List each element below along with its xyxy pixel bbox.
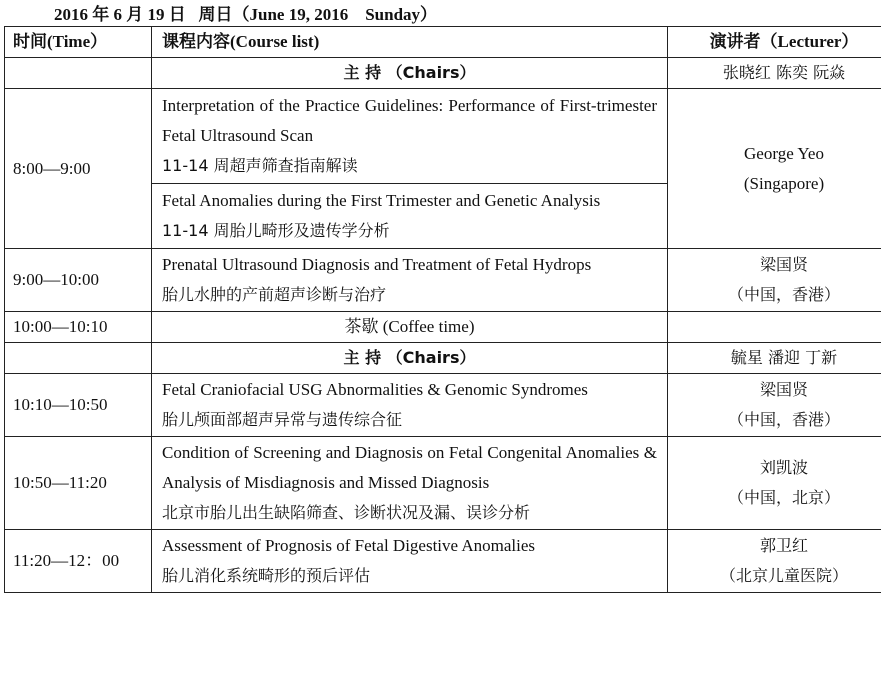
chairs-row-1 <box>5 58 881 89</box>
lecturer-cell <box>668 89 881 249</box>
lecturer-org: (Singapore) <box>743 173 825 193</box>
lecturer-cell <box>668 437 881 530</box>
lecturer-name: 梁国贤 <box>759 380 808 399</box>
course-title-cn: 11-14 周超声筛查指南解读 <box>162 156 358 175</box>
lecturer-org: （北京儿童医院） <box>719 566 848 585</box>
session-time: 10:50—11:20 <box>5 437 152 530</box>
session-time: 10:10—10:50 <box>5 374 152 437</box>
session-time: 11:20—12：00 <box>5 530 152 593</box>
chairs-label: 主 持 （Chairs） <box>152 58 668 89</box>
course-cell <box>152 89 668 184</box>
lecturer-name: 郭卫红 <box>759 536 808 555</box>
session-time: 8:00—9:00 <box>5 89 152 249</box>
break-time: 10:00—10:10 <box>5 312 152 343</box>
lecturer-name: George Yeo <box>744 143 824 163</box>
session-row-1a <box>5 89 881 184</box>
lecturer-org: （中国，香港） <box>727 285 840 304</box>
break-lecturer-empty <box>668 312 881 343</box>
course-cell <box>152 184 668 249</box>
chairs-label: 主 持 （Chairs） <box>152 343 668 374</box>
course-title-cn: 北京市胎儿出生缺陷筛查、诊断状况及漏、误诊分析 <box>162 503 531 522</box>
course-title-en: Fetal Anomalies during the First Trimester and Genetic Analysis <box>162 191 601 210</box>
chairs-names: 张晓红 陈奕 阮焱 <box>668 58 881 89</box>
course-title-en: Assessment of Prognosis of Fetal Digestive Anomalies <box>162 536 536 555</box>
header-time: 时间(Time） <box>5 27 152 58</box>
chairs-names: 毓星 潘迎 丁新 <box>668 343 881 374</box>
session-row-2 <box>5 249 881 312</box>
course-title-cn: 11-14 周胎儿畸形及遗传学分析 <box>162 221 390 240</box>
lecturer-cell <box>668 374 881 437</box>
course-title-en: Condition of Screening and Diagnosis on Fetal Congenital Anomalies & Analysis of Misdiagnosis and Missed Diagnosis <box>162 443 657 492</box>
lecturer-name: 梁国贤 <box>759 255 808 274</box>
lecturer-org: （中国，香港） <box>727 410 840 429</box>
course-title-en: Prenatal Ultrasound Diagnosis and Treatment of Fetal Hydrops <box>162 255 592 274</box>
lecturer-org: （中国，北京） <box>727 488 840 507</box>
schedule-table <box>4 26 881 593</box>
course-title-cn: 胎儿消化系统畸形的预后评估 <box>162 566 371 585</box>
chairs-row-2 <box>5 343 881 374</box>
session-time: 9:00—10:00 <box>5 249 152 312</box>
course-title-en: Fetal Craniofacial USG Abnormalities & Genomic Syndromes <box>162 380 588 399</box>
course-cell <box>152 374 668 437</box>
course-title-cn: 胎儿颅面部超声异常与遗传综合征 <box>162 410 403 429</box>
session-row-4 <box>5 437 881 530</box>
course-cell <box>152 437 668 530</box>
header-lecturer: 演讲者（Lecturer） <box>668 27 881 58</box>
chairs-time-empty <box>5 343 152 374</box>
session-row-3 <box>5 374 881 437</box>
session-row-5 <box>5 530 881 593</box>
lecturer-name: 刘凯波 <box>759 458 808 477</box>
break-label: 茶歇 (Coffee time) <box>152 312 668 343</box>
header-row <box>5 27 881 58</box>
course-cell <box>152 249 668 312</box>
lecturer-cell <box>668 249 881 312</box>
course-title-en: Interpretation of the Practice Guidelines: Performance of First-trimester Fetal Ultrasound Scan <box>162 96 657 145</box>
break-row <box>5 312 881 343</box>
course-cell <box>152 530 668 593</box>
date-heading: 2016 年 6 月 19 日 周日（June 19, 2016 Sunday） <box>54 5 438 24</box>
lecturer-cell <box>668 530 881 593</box>
header-course: 课程内容(Course list) <box>152 27 668 58</box>
course-title-cn: 胎儿水肿的产前超声诊断与治疗 <box>162 285 387 304</box>
chairs-time-empty <box>5 58 152 89</box>
